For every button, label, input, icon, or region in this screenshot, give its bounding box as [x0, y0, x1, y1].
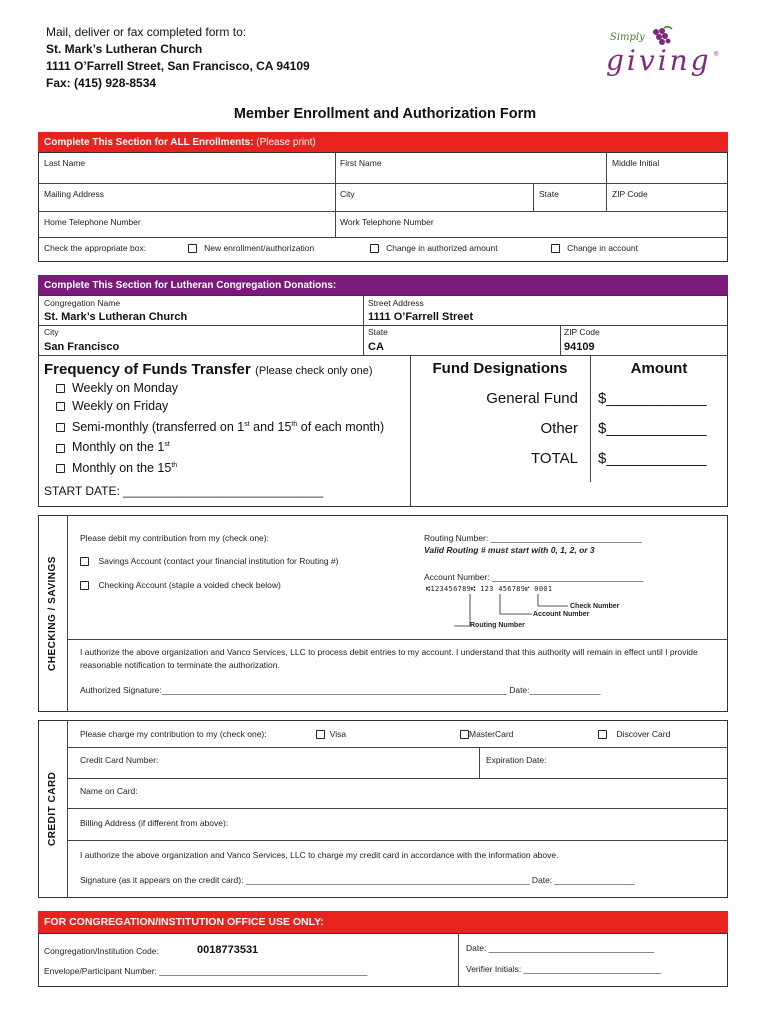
amount-heading: Amount: [630, 360, 688, 377]
checkbox-icon[interactable]: [188, 244, 197, 253]
amount-general-field[interactable]: $____________: [598, 390, 707, 407]
routing-number-field[interactable]: Routing Number: ________________________________: [424, 533, 642, 543]
mailing-address-field[interactable]: Mailing Address: [44, 189, 105, 199]
change-amount-label: Change in authorized amount: [386, 243, 498, 253]
cong-zip-label: ZIP Code: [564, 327, 600, 337]
billing-address-field[interactable]: Billing Address (if different from above):: [80, 818, 229, 828]
form-title: Member Enrollment and Authorization Form: [233, 106, 537, 122]
checking-option[interactable]: [80, 580, 281, 590]
fund-total: TOTAL: [531, 450, 578, 467]
cong-city-label: City: [44, 327, 59, 337]
change-amount-option[interactable]: [370, 243, 498, 253]
street-address-value: 1111 O’Farrell Street: [368, 311, 474, 323]
checking-savings-side-label: CHECKING / SAVINGS: [47, 556, 58, 671]
cong-state-value: CA: [368, 341, 384, 353]
all-enrollments-note: (Please print): [256, 136, 316, 148]
envelope-number-field[interactable]: Envelope/Participant Number: ____________________________________________: [44, 966, 368, 976]
option-label: Monthly on the 1st: [71, 440, 170, 455]
checkbox-icon[interactable]: [56, 464, 65, 473]
zip-code-field[interactable]: ZIP Code: [612, 189, 648, 199]
congregation-name-value: St. Mark’s Lutheran Church: [44, 311, 188, 323]
cong-state-label: State: [368, 327, 388, 337]
city-field[interactable]: City: [340, 189, 355, 199]
charge-prompt: Please charge my contribution to my (check one):: [80, 729, 267, 739]
congregation-code-value: 0018773531: [197, 944, 259, 956]
checkbox-icon[interactable]: [56, 423, 65, 432]
logo-giving-text: giving: [606, 44, 712, 77]
discover-option[interactable]: [598, 729, 670, 739]
congregation-name-label: Congregation Name: [44, 298, 121, 308]
discover-label: Discover Card: [616, 729, 671, 739]
checkbox-icon[interactable]: [316, 730, 325, 739]
expiration-date-field[interactable]: Expiration Date:: [486, 755, 547, 765]
savings-option[interactable]: [80, 556, 338, 566]
mastercard-label: MasterCard: [469, 729, 514, 739]
office-use-heading: FOR CONGREGATION/INSTITUTION OFFICE USE ONLY:: [44, 916, 324, 928]
work-phone-field[interactable]: Work Telephone Number: [340, 217, 434, 227]
change-account-option[interactable]: [551, 243, 638, 253]
church-fax: Fax: (415) 928-8534: [46, 76, 157, 90]
option-label: Monthly on the 15th: [71, 461, 178, 476]
frequency-option-monthly-15th[interactable]: [56, 457, 384, 478]
checkbox-icon[interactable]: [370, 244, 379, 253]
frequency-heading-row: [44, 361, 373, 379]
church-address: 1111 O’Farrell Street, San Francisco, CA 94109: [46, 59, 310, 73]
check-number-caption: Check Number: [570, 603, 620, 610]
frequency-option-weekly-friday[interactable]: [56, 398, 384, 416]
visa-label: Visa: [329, 729, 347, 739]
card-authorization-text: I authorize the above organization and Vanco Services, LLC to charge my credit card in accordance with the information above.: [80, 850, 559, 860]
middle-initial-field[interactable]: Middle Initial: [612, 158, 660, 168]
option-label: Semi-monthly (transferred on 1st and 15th of each month): [71, 419, 385, 434]
frequency-option-semi-monthly[interactable]: [56, 415, 384, 436]
frequency-options: [56, 380, 384, 478]
simply-giving-logo: [604, 26, 724, 86]
check-box-label: Check the appropriate box:: [44, 243, 147, 253]
change-account-label: Change in account: [567, 243, 638, 253]
frequency-note: (Please check only one): [255, 365, 373, 377]
all-enrollments-header: [38, 132, 728, 152]
routing-number-note: Valid Routing # must start with 0, 1, 2, or 3: [424, 545, 595, 555]
debit-authorization-text: I authorize the above organization and Vanco Services, LLC to process debit entries to my account. I understand that this authority will remain in effect until I provide reasonable notification to terminate the authorization.: [80, 647, 698, 670]
micr-line: ⑆123456789⑆ 123 456789⑈ 0001: [426, 585, 553, 593]
logo-registered-mark: ®: [714, 52, 719, 58]
frequency-option-weekly-monday[interactable]: [56, 380, 384, 398]
savings-label: Savings Account (contact your financial institution for Routing #): [98, 556, 339, 566]
option-label: Weekly on Friday: [71, 398, 169, 413]
fund-other: Other: [540, 420, 578, 437]
checking-savings-box: [38, 515, 728, 712]
mail-line: Mail, deliver or fax completed form to:: [46, 25, 247, 39]
card-number-field[interactable]: Credit Card Number:: [80, 755, 159, 765]
cong-zip-value: 94109: [564, 341, 595, 353]
verifier-initials-field[interactable]: Verifier Initials: _____________________________: [466, 964, 661, 974]
option-label: Weekly on Monday: [71, 381, 179, 395]
authorized-signature-field[interactable]: Authorized Signature:_________________________________________________________________________ Date:_______________: [80, 685, 601, 695]
all-enrollments-heading: Complete This Section for ALL Enrollments:: [44, 136, 254, 148]
checking-label: Checking Account (staple a voided check below): [98, 580, 281, 590]
checkbox-icon[interactable]: [56, 384, 65, 393]
checkbox-icon[interactable]: [56, 402, 65, 411]
congregation-header: [38, 275, 728, 295]
card-signature-field[interactable]: Signature (as it appears on the credit card): ____________________________________________________________ Date: _________________: [80, 875, 635, 885]
mastercard-option[interactable]: [460, 729, 513, 739]
amount-other-field[interactable]: $____________: [598, 420, 707, 437]
new-enrollment-label: New enrollment/authorization: [204, 243, 315, 253]
frequency-heading: Frequency of Funds Transfer: [44, 361, 251, 378]
new-enrollment-option[interactable]: [188, 243, 314, 253]
checkbox-icon[interactable]: [80, 581, 89, 590]
logo-simply-text: Simply: [610, 32, 645, 43]
start-date-field[interactable]: START DATE: ______________________________: [44, 484, 324, 498]
checkbox-icon[interactable]: [460, 730, 469, 739]
checkbox-icon[interactable]: [80, 557, 89, 566]
office-date-field[interactable]: Date: ___________________________________: [466, 943, 655, 953]
cong-city-value: San Francisco: [44, 341, 120, 353]
frequency-option-monthly-1st[interactable]: [56, 436, 384, 457]
congregation-heading: Complete This Section for Lutheran Congregation Donations:: [44, 279, 337, 291]
office-use-box: [38, 933, 728, 987]
checkbox-icon[interactable]: [598, 730, 607, 739]
fund-designations-heading: Fund Designations: [432, 360, 568, 377]
office-use-header: [38, 911, 728, 933]
mail-instructions: [46, 24, 310, 92]
last-name-field[interactable]: Last Name: [44, 158, 86, 168]
credit-card-side-label: CREDIT CARD: [47, 771, 58, 847]
home-phone-field[interactable]: Home Telephone Number: [44, 217, 141, 227]
fund-general: General Fund: [486, 390, 578, 407]
account-number-caption: Account Number: [533, 611, 590, 618]
amount-total-field[interactable]: $____________: [598, 450, 707, 467]
account-number-field[interactable]: Account Number: ________________________________: [424, 572, 644, 582]
name-on-card-field[interactable]: Name on Card:: [80, 786, 138, 796]
congregation-code-label: Congregation/Institution Code:: [44, 946, 159, 956]
visa-option[interactable]: [316, 729, 346, 739]
state-field[interactable]: State: [539, 189, 559, 199]
church-name: St. Mark’s Lutheran Church: [46, 42, 203, 56]
routing-number-caption: Routing Number: [470, 622, 525, 629]
checkbox-icon[interactable]: [56, 444, 65, 453]
first-name-field[interactable]: First Name: [340, 158, 382, 168]
debit-prompt: Please debit my contribution from my (check one):: [80, 533, 269, 543]
checkbox-icon[interactable]: [551, 244, 560, 253]
street-address-label: Street Address: [368, 298, 424, 308]
